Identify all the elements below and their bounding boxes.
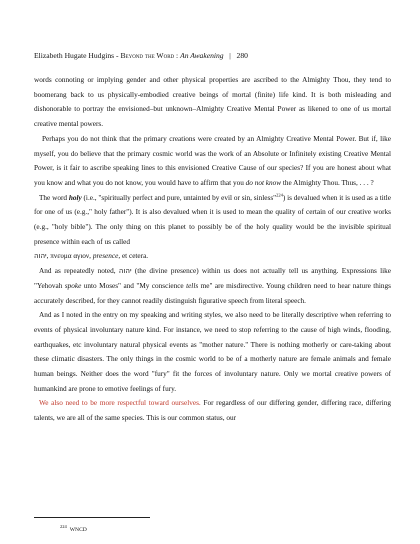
paragraph-3-text-c: ) is devalued when it is used as a title for one of us (e.g.," holy father"). It is also devalued when it is used to mean the quality of certain of our creative works (e.g., "holy bible"). The only thing on this planet to possibly be of the holy quality would be the invisible spiritual presence within each of us called [34,193,392,246]
header-subtitle: An Awakening [180,51,224,60]
footnote-reference[interactable]: 224 [276,192,283,198]
paragraph-4-text-c: unto Moses" and "My conscience [81,281,187,290]
paragraph-4 [34,264,391,308]
header-book-title: Beyond the Word [120,51,175,60]
body-text [34,73,391,426]
paragraph-2-emphasis: do not know [245,178,282,187]
paragraph-4-text-d: me" are misdirective. Young children need to hear nature things accurately described, for they cannot readily distinguish figurative speech from literal speech. [34,281,391,305]
paragraph-6-text: For regardless of our differing gender, differing race, differing talents, we are all of the same species. This is our common status, our [34,399,391,423]
header-page-number: 280 [236,51,248,60]
paragraph-2-text-a: Perhaps you do not think that the primary creations were created by an Almighty Creative Mental Power. But if, like myself, you do believe that the primary cosmic world was the work of an Absolute or Infinitely existing Creative Mental Power, is it fair to ascribe speaking lines to this envisioned Creative Cause of our species? If you are honest about what you know and what you do not know, you would have to affirm that you [34,134,391,187]
paragraph-4-text-b: (the divine presence) within us does not actually tell us anything. Expressions like "Yehovah [34,267,391,290]
paragraph-2 [34,132,391,191]
hebrew-name: יהוה [118,267,132,276]
paragraph-3-text-a: The word [39,193,69,202]
tells-word: tells [186,281,199,290]
hebrew-name: יהוה [34,252,47,261]
header-page-separator: | [223,51,237,60]
paragraph-5: And as I noted in the entry on my speaking and writing styles, we also need to be literally descriptive when referring to events of physical involuntary nature kind. For instance, we need to stop referring to the cause of high winds, flooding, earthquakes, etc involuntary natural physical events as "mother nature." There is nothing motherly or care-taking about these climatic disasters. The only things in the cosmic world to be of a motherly nature are female animals and female human beings. Neither does the word "fury" fit the forces of involuntary nature. Only we mortal creative powers of humankind are prone to emotive feelings of fury. [34,311,391,393]
highlighted-sentence: We also need to be more respectful toward ourselves. [39,399,201,408]
spoke-word: spoke [64,281,82,290]
footnote-number: 224 [60,524,67,529]
paragraph-1: words connoting or implying gender and other physical properties are ascribed to the Almighty Thou, they tend to boomerang back to us physically-embodied creative beings of mortal (finite) life kind. It is both misleading and dishonorable to portray the envisioned–but unknown–Almighty Creative Mental Power as likened to one of us mortal creative mental powers. [34,76,391,129]
greek-name: , πνευμα αγιον, [46,252,93,261]
footnote-divider [34,517,150,518]
header-separator: : [174,51,181,60]
paragraph-4-text-a: And as repeatedly noted, [39,267,119,276]
presence-word: presence [92,252,119,261]
paragraph-3-text-e: , et cetera. [118,252,149,261]
footnote [60,523,87,534]
footnote-text: WNCD [69,526,87,533]
paragraph-3 [34,191,391,265]
running-header [34,51,394,61]
paragraph-6 [34,396,391,425]
header-author: Elizabeth Hugate Hudgins - [34,51,121,60]
paragraph-3-text-b: (i.e., "spiritually perfect and pure, untainted by evil or sin, sinless" [81,193,277,202]
paragraph-2-text-b: the Almighty Thou. Thus, . . . ? [281,178,374,187]
holy-word: holy [68,193,82,202]
